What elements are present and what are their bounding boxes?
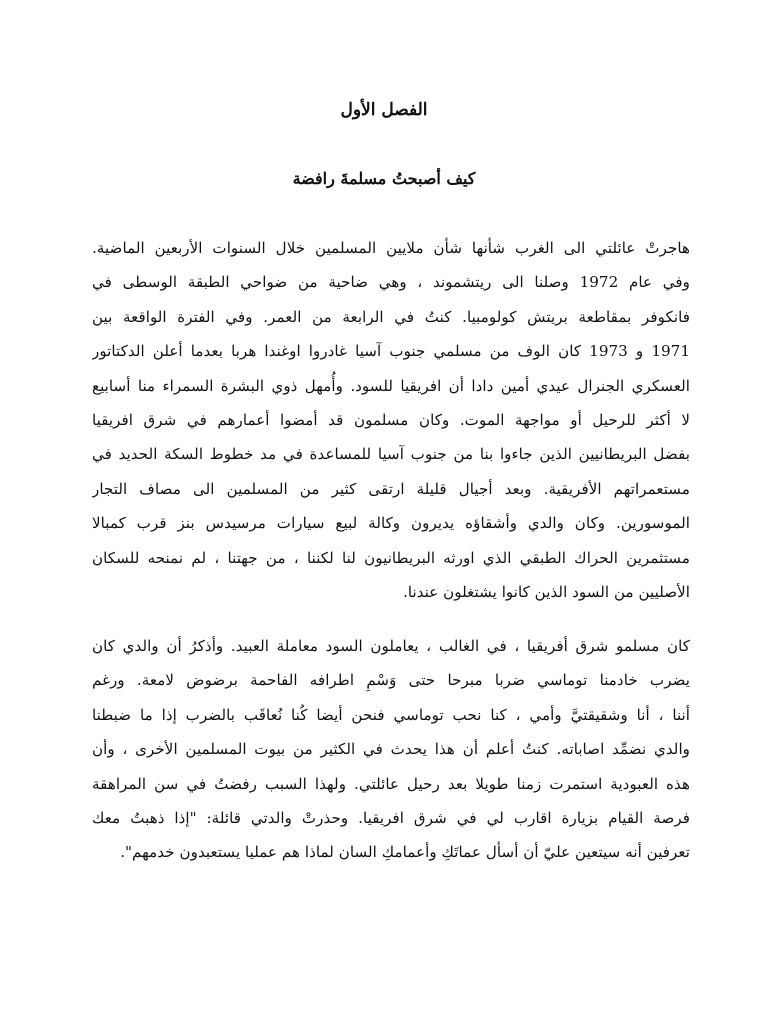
paragraph-line: لا أكثر للرحيل أو مواجهة الموت. وكان مسلمون قد أمضوا أعمارهم في شرق افريقيا <box>92 410 690 429</box>
paragraph-line: مستثمرين الحراك الطبقي الذي اورثه البريطانيون لنا لكننا ، من جهتنا ، لم نمنحه للسكان <box>92 548 690 567</box>
chapter-title: الفصل الأول <box>340 100 428 120</box>
paragraph-line: الموسورين. وكان والدي وأشقاؤه يديرون وكالة لبيع سيارات مرسيدس بنز قرب كمبالا <box>92 514 690 533</box>
paragraph-line: هاجرتْ عائلتي الى الغرب شأنها شأن ملايين المسلمين خلال السنوات الأربعين الماضية. <box>92 239 690 257</box>
paragraph-line: أننا ، أنا وشقيقتيَّ وأمي ، كنا نحب توماسي فنحن أيضا كُنا نُعاقَب بالضرب إذا ما ضبطنا <box>92 705 690 724</box>
paragraph-line: الأصليين من السود الذين كانوا يشتغلون عندنا. <box>403 582 690 601</box>
paragraph-line: العسكري الجنرال عيدي أمين دادا أن افريقيا للسود. وأُمهل ذوي البشرة السمراء منا أسابيع <box>92 376 690 395</box>
paragraph-line: والدي نضمِّد اصاباته. كنتُ أعلم أن هذا يحدث في الكثير من بيوت المسلمين الأخرى ، وأن <box>92 740 690 759</box>
paragraph-2 <box>92 629 690 870</box>
paragraph-line: هذه العبودية استمرت زمنا طويلا بعد رحيل عائلتي. ولهذا السبب رفضتُ في سن المراهقة <box>92 774 690 793</box>
paragraph-line: فرصة القيام بزيارة اقارب لي في شرق افريقيا. وحذرتْ والدتي قائلة: "إذا ذهبتُ معك <box>92 808 690 827</box>
paragraph-line: فانكوفر بمقاطعة بريتش كولومبيا. كنتُ في الرابعة من العمر. وفي الفترة الواقعة بين <box>92 307 690 326</box>
paragraph-line: بفضل البريطانيين الذين جاءوا بنا من جنوب آسيا للمساعدة في مد خطوط السكة الحديد في <box>92 445 690 464</box>
paragraph-line: تعرفين أنه سيتعين عليّ أن أسأل عماتَكِ وأعمامكِ السان لماذا هم عمليا يستعبدون خدمهم". <box>120 843 690 862</box>
paragraph-line: كان مسلمو شرق أفريقيا ، في الغالب ، يعاملون السود معاملة العبيد. وأذكرُ أن والدي كان <box>92 637 690 655</box>
paragraph-line: يضرب خادمنا توماسي ضربا مبرحا حتى وَسْمِ اطرافه الفاحمة برضوض لامعة. ورغم <box>92 671 690 690</box>
paragraph-line: وفي عام 1972 وصلنا الى ريتشموند ، وهي ضاحية من ضواحي الطبقة الوسطى في <box>92 273 690 292</box>
paragraph-line: 1971 و 1973 كان الوف من مسلمي جنوب آسيا غادروا اوغندا هربا بعدما أعلن الدكتاتور <box>92 342 690 361</box>
paragraph-1 <box>92 231 690 609</box>
paragraph-line: مستعمراتهم الأفريقية. وبعد أجيال قليلة ارتقى كثير من المسلمين الى مصاف التجار <box>92 479 690 498</box>
section-title: كيف أصبحتُ مسلمةَ رافضة <box>292 169 476 188</box>
